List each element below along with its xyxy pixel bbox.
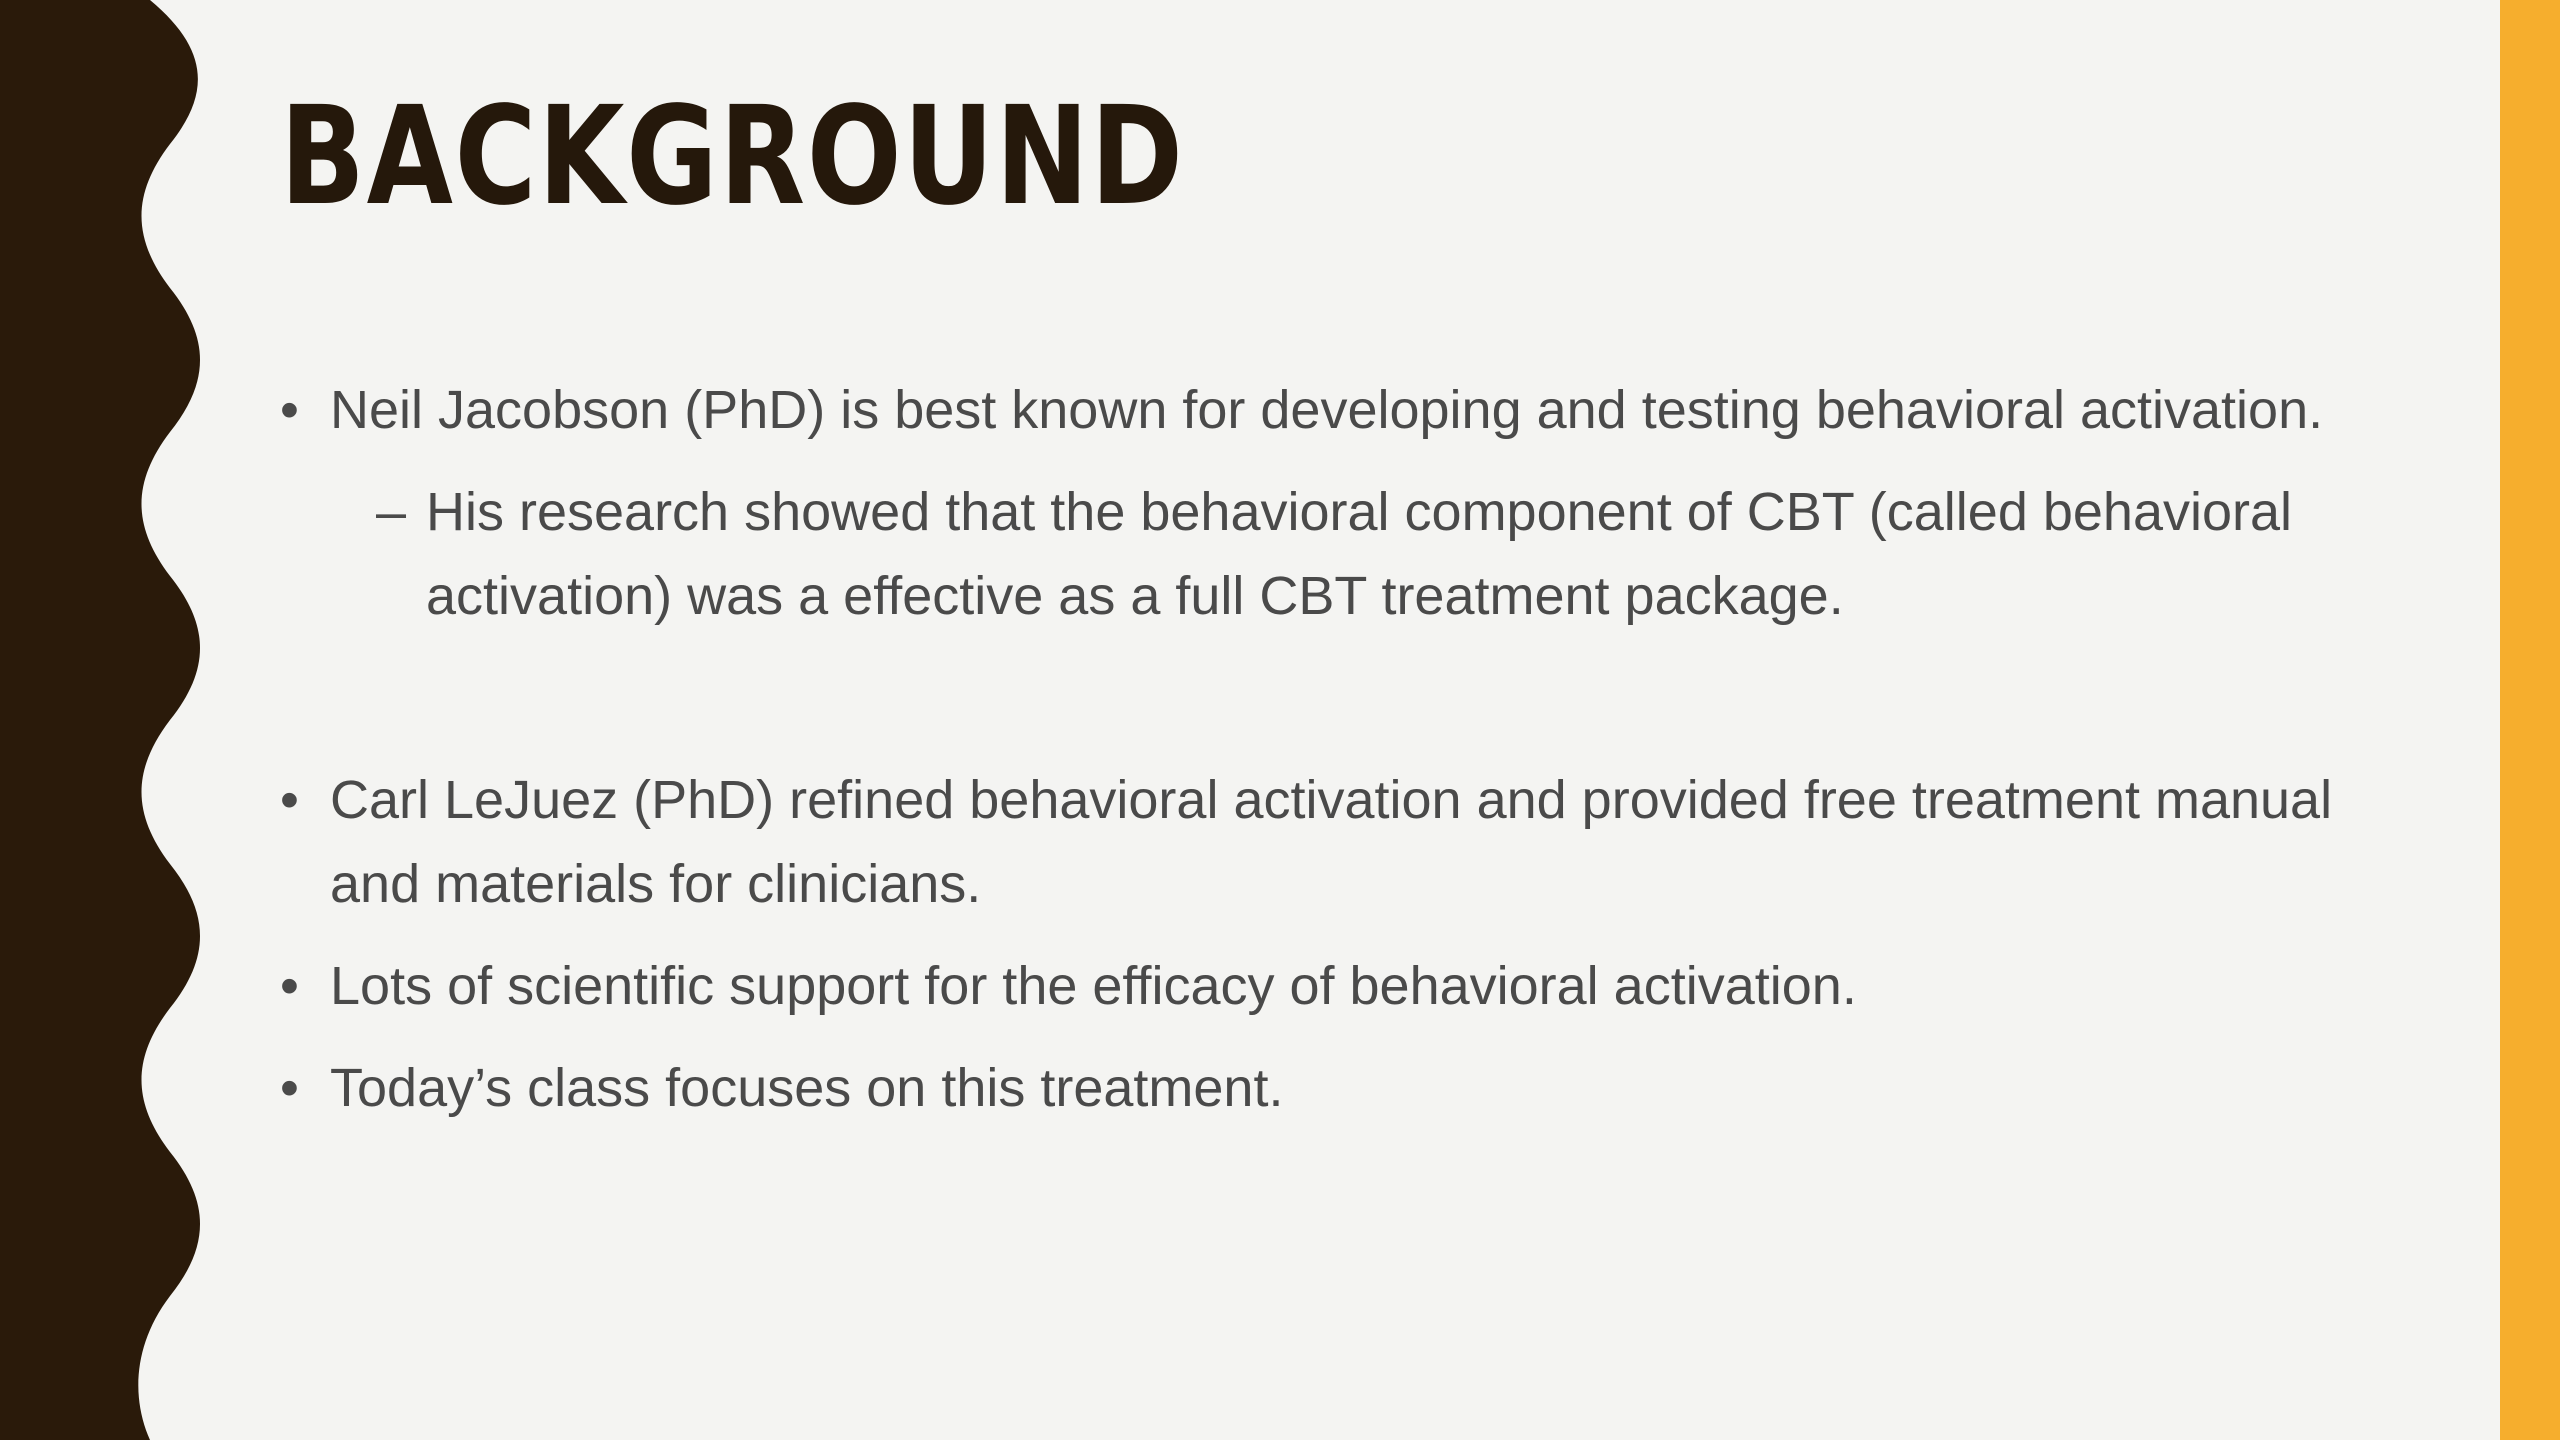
- dash-icon: –: [376, 482, 407, 542]
- spacer: [280, 656, 2350, 758]
- bullet-item: [280, 368, 2350, 452]
- bullet-text: Today’s class focuses on this treatment.: [330, 1058, 1284, 1118]
- wavy-band-shape: [0, 0, 200, 1440]
- sub-bullet-item: [376, 470, 2350, 638]
- sub-bullet-text: His research showed that the behavioral component of CBT (called behavioral activation) was a effective as a full CBT treatment package.: [426, 482, 2293, 626]
- bullet-item: [280, 758, 2350, 926]
- slide-title: BACKGROUND: [280, 78, 1185, 236]
- bullet-item: [280, 1046, 2350, 1130]
- wavy-side-band: [0, 0, 200, 1440]
- accent-bar: [2500, 0, 2560, 1440]
- bullet-text: Lots of scientific support for the efficacy of behavioral activation.: [330, 956, 1857, 1016]
- bullet-list: [280, 368, 2350, 1148]
- bullet-dot-icon: •: [280, 380, 299, 440]
- bullet-dot-icon: •: [280, 770, 299, 830]
- bullet-text: Neil Jacobson (PhD) is best known for developing and testing behavioral activation.: [330, 380, 2324, 440]
- bullet-text: Carl LeJuez (PhD) refined behavioral activation and provided free treatment manual and materials for clinicians.: [330, 770, 2333, 914]
- bullet-dot-icon: •: [280, 1058, 299, 1118]
- bullet-dot-icon: •: [280, 956, 299, 1016]
- bullet-item: [280, 944, 2350, 1028]
